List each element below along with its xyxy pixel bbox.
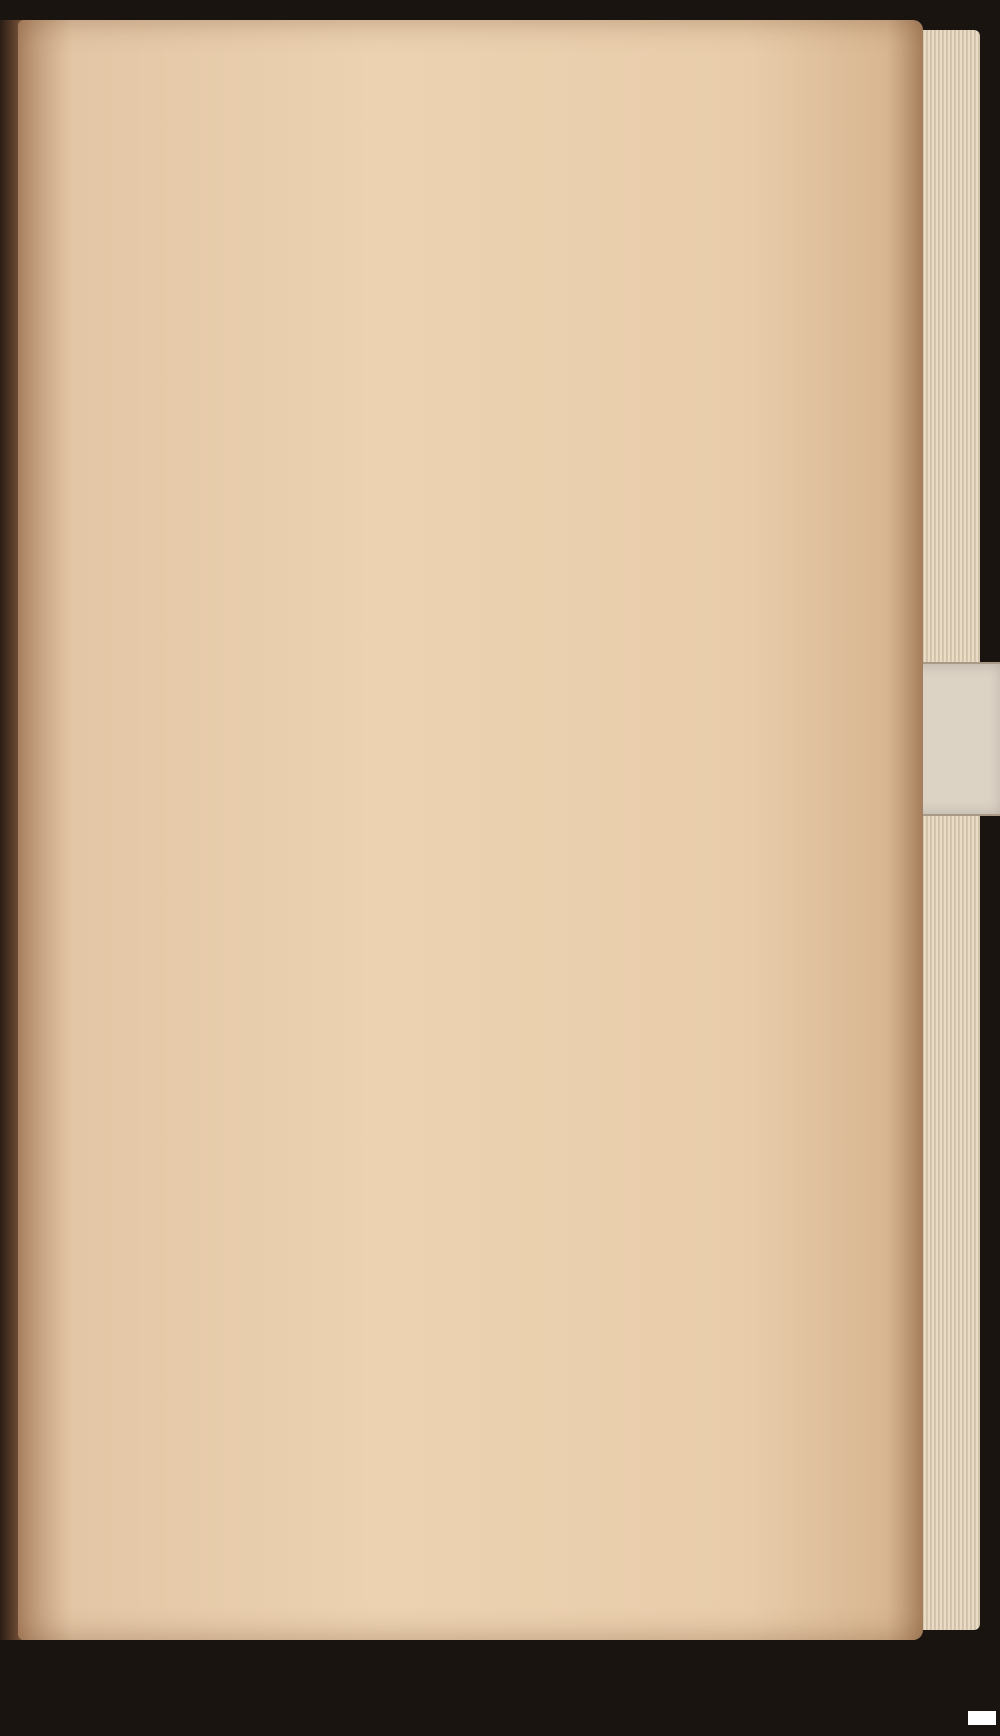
dfg-logo xyxy=(968,1711,996,1725)
page-fore-edge xyxy=(920,30,980,1630)
book-page xyxy=(18,20,923,1640)
